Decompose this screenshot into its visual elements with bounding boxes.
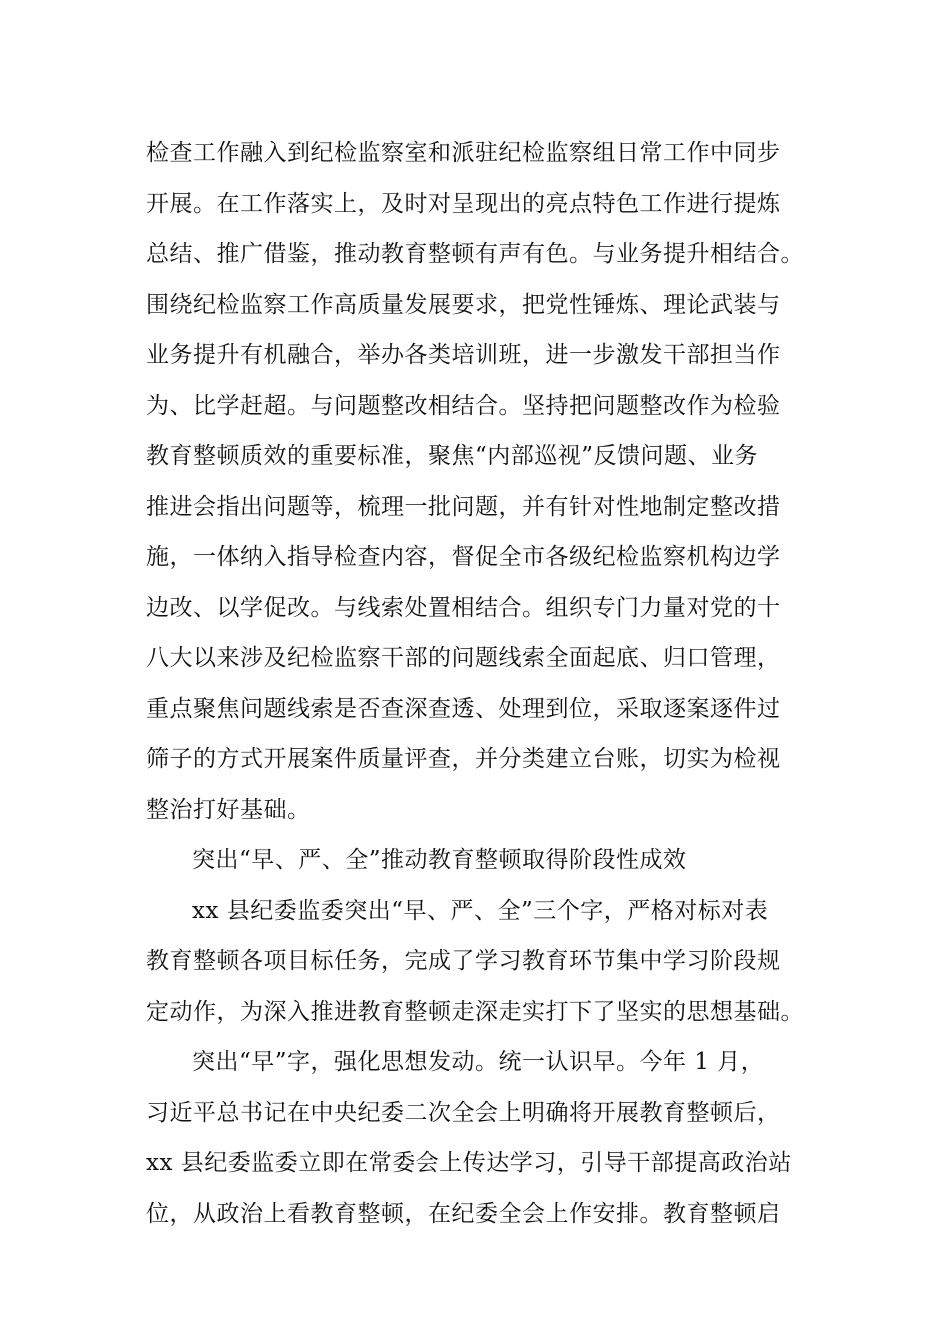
text-line-5: 业务提升有机融合，举办各类培训班，进一步激发干部担当作 bbox=[146, 342, 781, 368]
text-line-19: 突出“早”字，强化思想发动。统一认识早。今年 1 月， bbox=[192, 1049, 765, 1075]
text-line-10: 边改、以学促改。与线索处置相结合。组织专门力量对党的十 bbox=[146, 594, 781, 621]
text-line-22: 位，从政治上看教育整顿，在纪委全会上作安排。教育整顿启 bbox=[146, 1200, 781, 1227]
text-line-4: 围绕纪检监察工作高质量发展要求，把党性锤炼、理论武装与 bbox=[146, 291, 781, 318]
section-heading: 突出“早、严、全”推动教育整顿取得阶段性成效 bbox=[192, 847, 687, 873]
text-line-18: 定动作，为深入推进教育整顿走深走实打下了坚实的思想基础。 bbox=[146, 998, 804, 1025]
text-line-6: 为、比学赶超。与问题整改相结合。坚持把问题整改作为检验 bbox=[146, 392, 781, 419]
text-line-1: 检查工作融入到纪检监察室和派驻纪检监察组日常工作中同步 bbox=[146, 140, 781, 166]
text-line-16: xx 县纪委监委突出“早、严、全”三个字，严格对标对表 bbox=[192, 897, 769, 924]
text-line-21: xx 县纪委监委立即在常委会上传达学习，引导干部提高政治站 bbox=[146, 1150, 792, 1176]
text-line-2: 开展。在工作落实上，及时对呈现出的亮点特色工作进行提炼 bbox=[146, 190, 781, 217]
body-text bbox=[146, 128, 806, 1239]
text-line-7: 教育整顿质效的重要标准，聚焦“内部巡视”反馈问题、业务 bbox=[146, 443, 759, 469]
text-line-11: 八大以来涉及纪检监察干部的问题线索全面起底、归口管理， bbox=[146, 645, 781, 671]
text-line-3: 总结、推广借鉴，推动教育整顿有声有色。与业务提升相结合。 bbox=[146, 241, 804, 267]
text-line-9: 施，一体纳入指导检查内容，督促全市各级纪检监察机构边学 bbox=[146, 544, 781, 570]
text-line-17: 教育整顿各项目标任务，完成了学习教育环节集中学习阶段规 bbox=[146, 948, 781, 974]
text-line-12: 重点聚焦问题线索是否查深查透、处理到位，采取逐案逐件过 bbox=[146, 695, 781, 722]
text-line-8: 推进会指出问题等，梳理一批问题，并有针对性地制定整改措 bbox=[146, 493, 781, 520]
text-line-20: 习近平总书记在中央纪委二次全会上明确将开展教育整顿后， bbox=[146, 1099, 781, 1126]
text-line-14: 整治打好基础。 bbox=[146, 796, 311, 823]
text-line-13: 筛子的方式开展案件质量评查，并分类建立台账，切实为检视 bbox=[146, 746, 781, 772]
